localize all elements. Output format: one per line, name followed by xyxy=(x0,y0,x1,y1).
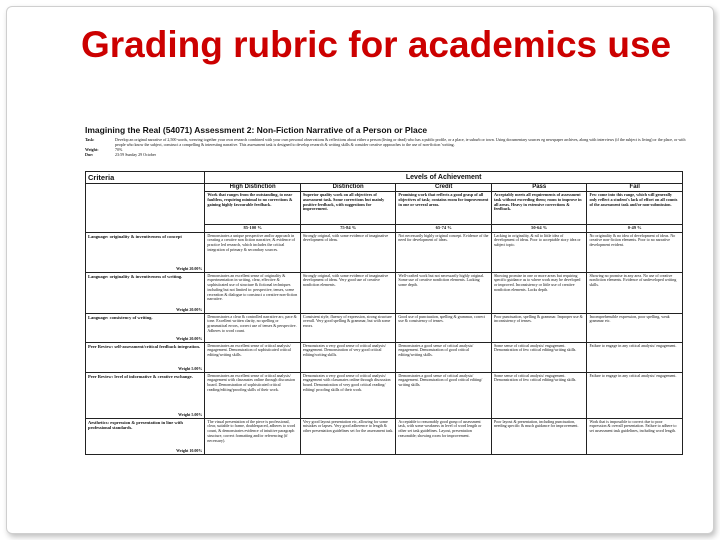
criterion-cell: Peer Review: level of informative & creative exchange. Weight 5.00% xyxy=(86,372,205,418)
criterion-weight: Weight 20.00% xyxy=(176,265,203,271)
level-name: High Distinction xyxy=(205,184,301,192)
level-name: Fail xyxy=(587,184,683,192)
level-description: Few come into this range, which will generally only reflect a student's lack of effort on all counts of the assessment task and/or non-submission. xyxy=(587,192,683,225)
criterion-weight: Weight 5.00% xyxy=(178,411,203,417)
slide-frame xyxy=(6,6,714,534)
level-range: 65-74 % xyxy=(396,225,492,233)
criterion-weight: Weight 10.00% xyxy=(176,447,203,453)
level-description: Superior quality work on all objectives of assessment task. Some corrections but mainly positive feedback, with suggestions for improvement. xyxy=(300,192,396,225)
level-range: 50-64 % xyxy=(491,225,587,233)
criterion-cell: Peer Review: self-assessment/critical feedback integration. Weight 5.00% xyxy=(86,342,205,372)
rubric-document xyxy=(81,125,687,475)
levels-header: Levels of Achievement xyxy=(205,172,683,184)
criteria-header: Criteria xyxy=(86,172,205,184)
table-row: Peer Review: self-assessment/critical feedback integration. Weight 5.00% Demonstrates an excellent sense of critical analysis/ engagement. Demonstration of sophisticated critical editing/writing skills. Demonstrates a very good sense of critical analysis/ engagement. Demonstration of very good critical editing/writing skills. Demonstrates a good sense of critical analysis/ engagement. Demonstration of good critical editing/writing skills. Some sense of critical analysis/ engagement. Demonstration of few critical editing/writing skills. Failure to engage in any critical analysis/ engagement. xyxy=(86,342,683,372)
table-row: Language: originality & inventiveness of writing. Weight 20.00% Demonstrates an excellent sense of originality & experimentation in writing, clear, effective & sophisticated use of structure & fictional techniques including but not limited to: perspective, tenses, scene recreation & dialogue to construct a creative non-fiction narrative. Strongly original, with some evidence of imaginative development of ideas. Very good use of creative nonfiction elements. Well-crafted work but not necessarily highly original. Some use of creative nonfiction elements. Lacking some depth. Showing promise in one or more areas but requiring specific guidance as to where work may be developed or improved. Inconsistency or little use of creative nonfiction elements. Lacks depth. Showing no promise in any area. No use of creative nonfiction elements. Evidence of undeveloped writing skills. xyxy=(86,272,683,313)
slide-title: Grading rubric for academics use xyxy=(81,24,672,65)
criterion-weight: Weight 20.00% xyxy=(176,306,203,312)
rubric-table xyxy=(85,171,683,455)
level-name: Credit xyxy=(396,184,492,192)
level-description: Promising work that reflects a good grasp of all objectives of task; contains room for improvement in one or several areas. xyxy=(396,192,492,225)
table-row: Aesthetics: expression & presentation in line with professional standards. Weight 10.00% The visual presentation of the piece is professional, clear, suitable to frame, doublespaced, adheres to word count, & demonstrates evidence of intuitive paragraph structure, correct formatting and/or referencing (if necessary). Very good layout presentation etc, allowing for some mistakes or lapses. Very good adherence to length & other presentation guidelines set for the assessment task. Acceptable to reasonably good grasp of assessment task, with some weakness in level of word length or other set task guidelines. Layout, presentation reasonable; showing room for improvement. Poor layout & presentation, including punctuation, needing specific & much guidance for improvement. Work that is impossible to correct due to poor expression & overall presentation. Failure to adhere to set assessment task guidelines, including word length. xyxy=(86,418,683,454)
level-description: Acceptably meets all requirements of assessment task without exceeding them; room to improve in all areas. Heavy in extensive corrections & feedback. xyxy=(491,192,587,225)
criterion-cell: Language: originality & inventiveness of writing. Weight 20.00% xyxy=(86,272,205,313)
table-row: Language: originality & inventiveness of concept Weight 20.00% Demonstrates a unique perspective and/or approach in creating a creative non fiction narrative, & evidence of practice led research, which includes the critical integration of primary & secondary sources. Strongly original, with some evidence of imaginative development of ideas. Not necessarily highly original concept. Evidence of the need for development of ideas. Lacking in originality, & nil to little idea of development of ideas. Poor to acceptable story idea or subject topic. No originality & no idea of development of ideas. No creative non-fiction elements. Poor to no narrative development evident. xyxy=(86,232,683,272)
criterion-weight: Weight 5.00% xyxy=(178,365,203,371)
criterion-weight: Weight 20.00% xyxy=(176,335,203,341)
level-range: 0-49 % xyxy=(587,225,683,233)
criterion-cell: Language: originality & inventiveness of concept Weight 20.00% xyxy=(86,232,205,272)
assignment-meta: Task: Develop an original narrative of 2,500 words, weaving together your own research combined with your own personal observations & reflections about either a person (living or dead) who has a public profile, or a place, ie suburb or town. Using documentary sources eg newspaper archives, along with interviews (if the subject is living) or the place, or with people who know the subject, construct a compelling & interesting narrative. This assessment task is designed to develop research & writing skills & consider creative approaches to the use of non-fiction 'writing. Weight: 70% Due: 23:59 Sunday 29 October xyxy=(85,137,686,157)
level-description: Work that ranges from the outstanding, to near faultless, requiring minimal to no corrections & gaining highly favourable feedback. xyxy=(205,192,301,225)
level-name: Distinction xyxy=(300,184,396,192)
criterion-cell: Aesthetics: expression & presentation in line with professional standards. Weight 10.00% xyxy=(86,418,205,454)
level-range: 85-100 % xyxy=(205,225,301,233)
table-row: Peer Review: level of informative & creative exchange. Weight 5.00% Demonstrates an excellent sense of critical analysis/ engagement with classmates online through discussion board. Demonstration of sophisticated critical reading/editing/proofing skills of their work. Demonstrates a very good sense of critical analysis/ engagement with classmates online through discussion board. Demonstration of very good critical reading/ editing/ proofing skills of their work. Demonstrates a good sense of critical analysis/ engagement. Demonstration of good critical editing/ writing skills. Some sense of critical analysis/ engagement. Demonstration of few critical editing/writing skills. Failure to engage in any critical analysis/ engagement. xyxy=(86,372,683,418)
document-title: Imagining the Real (54071) Assessment 2: Non-Fiction Narrative of a Person or Place xyxy=(85,125,428,135)
table-row: Language: consistency of writing. Weight 20.00% Demonstrates a clear & controlled narrative arc, pace & tone. Excellent written clarity, no spelling or grammatical errors, correct use of tenses & perspective. Adheres to word count. Consistent style, fluency of expression, strong structure overall. Very good spelling & grammar, but with some errors. Good use of punctuation, spelling & grammar, correct use & consistency of tenses. Poor punctuation, spelling & grammar. Improper use & inconsistency of tenses. Incomprehensible expression, poor spelling, weak grammar etc. xyxy=(86,313,683,342)
criterion-cell: Language: consistency of writing. Weight 20.00% xyxy=(86,313,205,342)
level-name: Pass xyxy=(491,184,587,192)
level-range: 75-84 % xyxy=(300,225,396,233)
